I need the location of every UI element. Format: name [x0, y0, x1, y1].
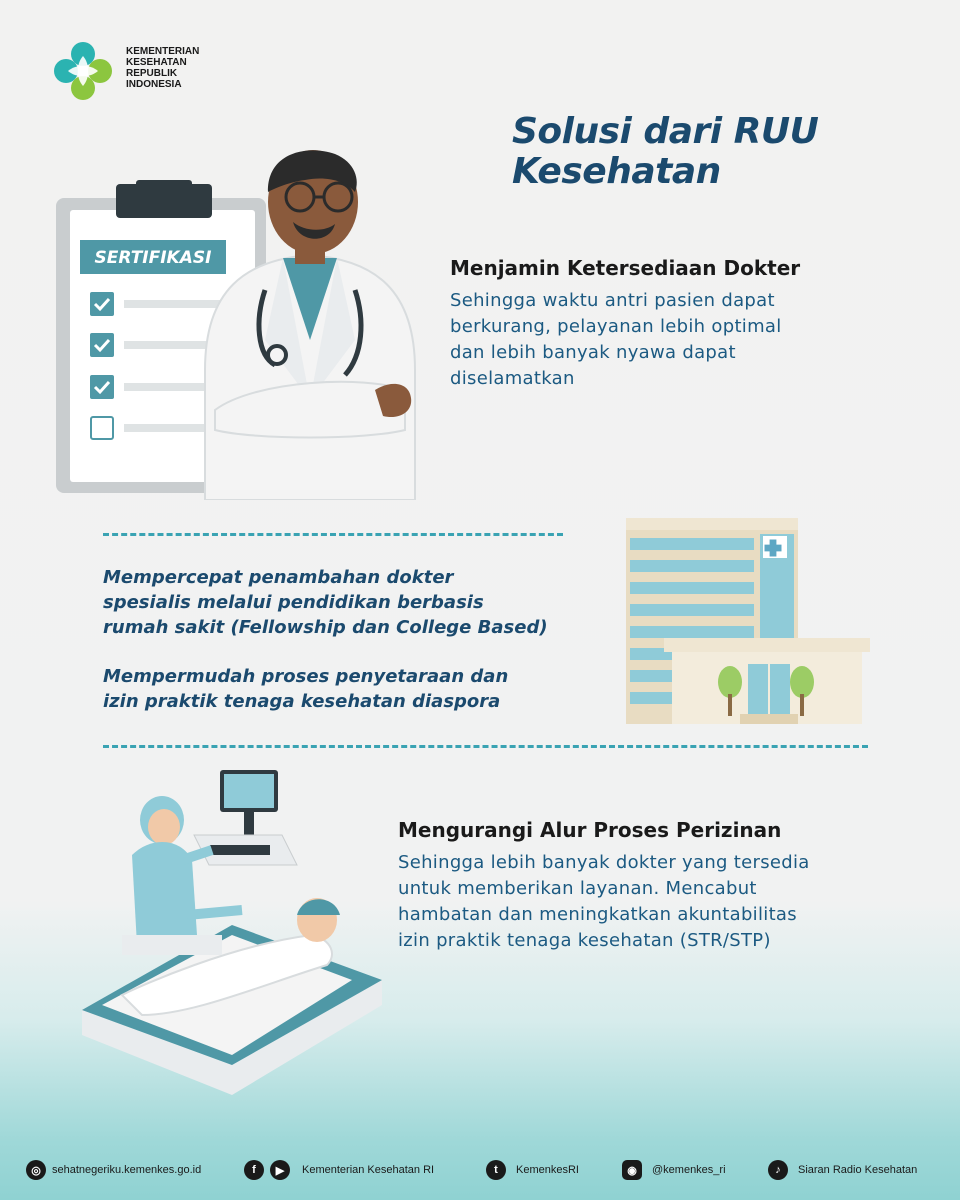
text-line: izin praktik tenaga kesehatan (STR/STP)	[398, 930, 771, 951]
title-line: Solusi dari RUU	[512, 111, 819, 152]
dashed-divider	[103, 745, 868, 748]
section2-point1	[103, 565, 548, 640]
logo-line: KEMENTERIAN	[126, 46, 200, 57]
text-line: berkurang, pelayanan lebih optimal	[450, 316, 782, 337]
logo-line: REPUBLIK	[126, 68, 178, 79]
text-line: Sehingga waktu antri pasien dapat	[450, 290, 775, 311]
ultrasound-illustration	[82, 765, 382, 1100]
logo-wordmark	[126, 46, 236, 90]
section3-heading: Mengurangi Alur Proses Perizinan	[398, 818, 782, 842]
instagram-text: @kemenkes_ri	[652, 1164, 726, 1176]
doctor-illustration	[195, 140, 425, 500]
footer-website[interactable]	[26, 1150, 201, 1190]
section1-heading: Menjamin Ketersediaan Dokter	[450, 256, 801, 280]
globe-icon: ◎	[26, 1160, 46, 1180]
logo-line: INDONESIA	[126, 79, 182, 90]
footer-facebook-youtube[interactable]	[244, 1150, 434, 1190]
text-line: dan lebih banyak nyawa dapat	[450, 342, 736, 363]
youtube-icon: ▶	[270, 1160, 290, 1180]
text-line: diselamatkan	[450, 368, 575, 389]
text-line: Sehingga lebih banyak dokter yang tersedia	[398, 852, 810, 873]
checked-box-icon	[90, 333, 114, 357]
social-text: Kementerian Kesehatan RI	[302, 1164, 435, 1176]
title-line: Kesehatan	[512, 151, 721, 192]
footer-twitter[interactable]	[486, 1150, 579, 1190]
text-line: hambatan dan meningkatkan akuntabilitas	[398, 904, 797, 925]
footer	[0, 1150, 960, 1190]
text-line: rumah sakit (Fellowship dan College Based)	[103, 617, 548, 638]
text-line: izin praktik tenaga kesehatan diaspora	[103, 691, 501, 712]
section2-point2	[103, 664, 508, 714]
facebook-icon: f	[244, 1160, 264, 1180]
dashed-divider	[103, 533, 563, 536]
hospital-illustration	[620, 514, 870, 724]
radio-icon: ♪	[768, 1160, 788, 1180]
text-line: spesialis melalui pendidikan berbasis	[103, 592, 484, 613]
checked-box-icon	[90, 292, 114, 316]
instagram-icon: ◉	[622, 1160, 642, 1180]
twitter-icon: t	[486, 1160, 506, 1180]
logo-line: KESEHATAN	[126, 57, 187, 68]
footer-instagram[interactable]	[622, 1150, 726, 1190]
section1-body	[450, 288, 782, 392]
website-text: sehatnegeriku.kemenkes.go.id	[52, 1164, 202, 1176]
text-line: untuk memberikan layanan. Mencabut	[398, 878, 757, 899]
twitter-text: KemenkesRI	[516, 1164, 579, 1176]
footer-radio[interactable]	[768, 1150, 917, 1190]
radio-text: Siaran Radio Kesehatan	[798, 1164, 918, 1176]
clipboard-label: SERTIFIKASI	[94, 248, 212, 268]
text-line: Mempermudah proses penyetaraan dan	[103, 666, 509, 687]
section3-body	[398, 850, 810, 954]
page-title	[512, 112, 818, 192]
kemenkes-logo	[48, 36, 118, 106]
text-line: Mempercepat penambahan dokter	[103, 567, 454, 588]
checked-box-icon	[90, 375, 114, 399]
